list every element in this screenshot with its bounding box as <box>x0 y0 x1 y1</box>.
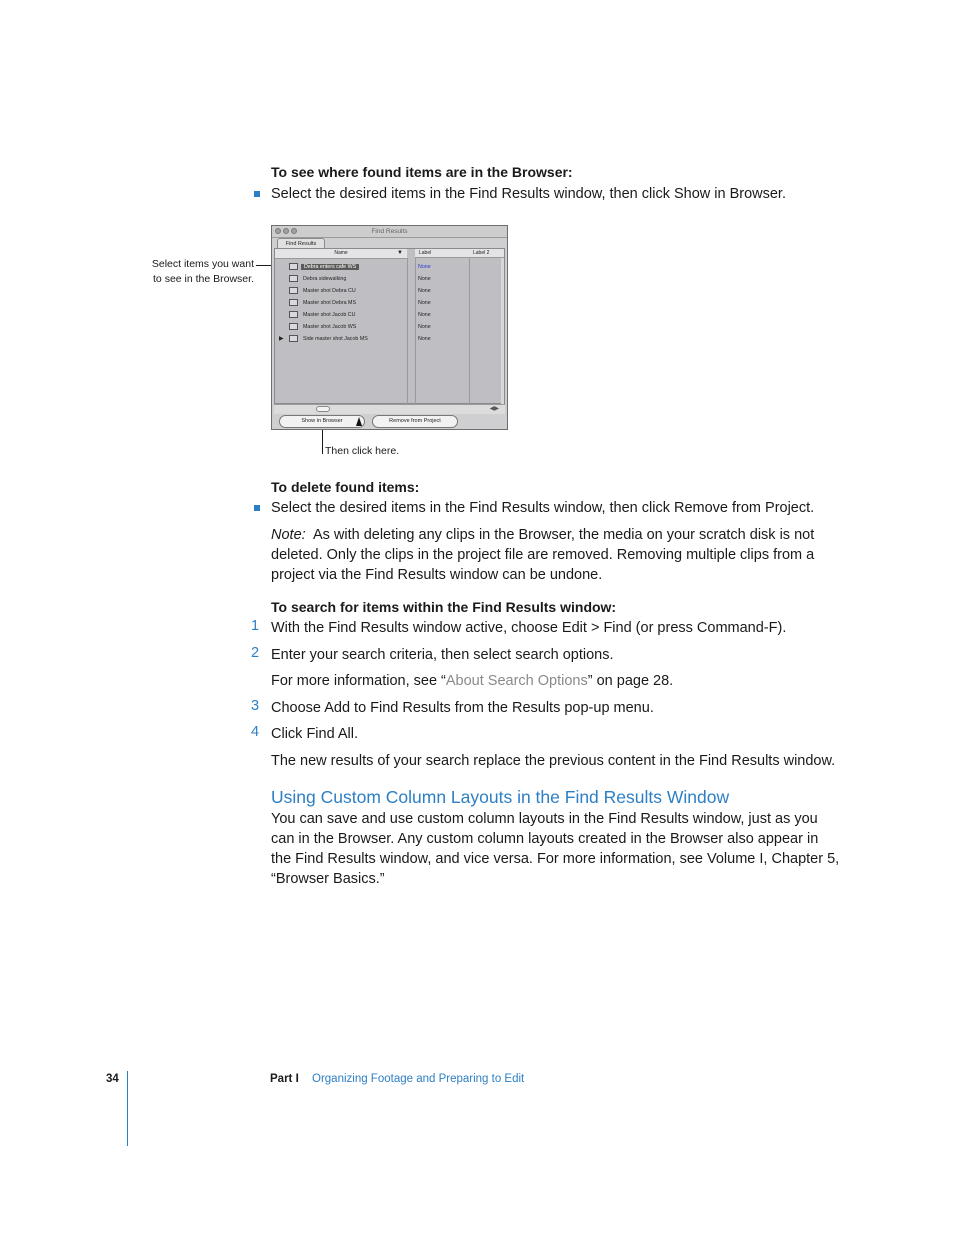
window-titlebar <box>272 226 507 238</box>
custom-columns-paragraph <box>271 809 839 889</box>
scrollbar-thumb[interactable] <box>316 406 330 412</box>
note-line: deleted. Only the clips in the project file are removed. Removing multiple clips from a <box>271 547 815 563</box>
clip-icon <box>289 323 298 330</box>
callout-line: Select items you want <box>151 258 254 270</box>
bullet-text: Select the desired items in the Find Results window, then click Remove from Project. <box>271 500 815 516</box>
bullet-icon <box>254 505 260 511</box>
column-header-label-1[interactable]: Label <box>415 249 469 258</box>
row-label: None <box>418 276 431 282</box>
callout-leader-line <box>322 430 323 454</box>
bullet-text: Select the desired items in the Find Results window, then click Show in Browser. <box>271 186 786 202</box>
remove-from-project-button[interactable]: Remove from Project <box>372 415 458 428</box>
clip-icon <box>289 263 298 270</box>
bullet-icon <box>254 191 260 197</box>
paragraph-line: “Browser Basics.” <box>271 871 385 887</box>
row-name: Side master shot Jacob MS <box>303 336 368 342</box>
row-label: None <box>418 264 431 270</box>
minimize-icon[interactable] <box>283 228 289 234</box>
table-row[interactable] <box>275 333 506 345</box>
step-text: Click Find All. <box>271 726 359 742</box>
column-header-label-2[interactable]: Label 2 <box>469 249 504 258</box>
column-header-name[interactable] <box>275 249 407 259</box>
footer-part: Part I <box>270 1073 299 1085</box>
callout-line: to see in the Browser. <box>153 273 254 285</box>
tab-find-results[interactable]: Find Results <box>277 238 325 249</box>
paragraph-line: the Find Results window, and vice versa. For more information, see Volume I, Chapter 5, <box>271 851 840 867</box>
callout-then-click: Then click here. <box>325 445 400 457</box>
row-label: None <box>418 312 431 318</box>
section-heading-search: To search for items within the Find Results window: <box>271 599 617 615</box>
page-number: 34 <box>106 1073 119 1085</box>
section-title-custom-columns: Using Custom Column Layouts in the Find Results Window <box>271 787 730 807</box>
result-text: The new results of your search replace the previous content in the Find Results window. <box>271 753 836 769</box>
table-row[interactable] <box>275 273 506 285</box>
footer-divider <box>127 1071 128 1146</box>
show-in-browser-button[interactable]: Show in Browser <box>279 415 365 428</box>
sort-arrow-icon: ▼ <box>397 250 403 256</box>
step-number: 4 <box>251 724 260 740</box>
clip-icon <box>289 299 298 306</box>
table-row[interactable] <box>275 285 506 297</box>
note-label: Note: <box>271 527 306 543</box>
row-name: Master shot Jacob CU <box>303 312 356 318</box>
row-name: Debra sidewalking <box>303 276 347 282</box>
paragraph-line: You can save and use custom column layouts in the Find Results window, just as you <box>271 811 818 827</box>
horizontal-scrollbar[interactable] <box>274 404 505 414</box>
zoom-icon[interactable] <box>291 228 297 234</box>
row-name: Master shot Debra MS <box>303 300 356 306</box>
clip-icon <box>289 275 298 282</box>
clip-icon <box>289 335 298 342</box>
find-results-window <box>271 225 508 430</box>
step-number: 2 <box>251 645 260 661</box>
results-pane <box>274 248 505 404</box>
row-name: Master shot Jacob WS <box>303 324 357 330</box>
window-title: Find Results <box>371 228 408 235</box>
note-line: As with deleting any clips in the Browser, the media on your scratch disk is not <box>312 527 815 543</box>
section-heading-show-in-browser: To see where found items are in the Browser: <box>271 164 573 180</box>
step-text: With the Find Results window active, choose Edit > Find (or press Command-F). <box>271 620 787 636</box>
row-name: Debra enters cafe WS <box>301 264 359 270</box>
table-row[interactable] <box>275 261 506 273</box>
section-heading-delete: To delete found items: <box>271 479 420 495</box>
row-label: None <box>418 336 431 342</box>
more-info-prefix: For more information, see “ <box>271 673 446 689</box>
step-number: 1 <box>251 618 260 634</box>
table-row[interactable] <box>275 321 506 333</box>
clip-icon <box>289 287 298 294</box>
note-line: project via the Find Results window can be undone. <box>271 567 603 583</box>
row-label: None <box>418 300 431 306</box>
column-header-label: Name <box>334 250 348 256</box>
more-info-suffix: ” on page 28. <box>587 673 674 689</box>
callout-select-items <box>148 257 254 287</box>
row-label: None <box>418 288 431 294</box>
footer-chapter: Organizing Footage and Preparing to Edit <box>312 1073 525 1085</box>
row-label: None <box>418 324 431 330</box>
row-name: Master shot Debra CU <box>303 288 356 294</box>
note-paragraph <box>271 525 814 585</box>
close-icon[interactable] <box>275 228 281 234</box>
step-number: 3 <box>251 698 260 714</box>
paragraph-line: can in the Browser. Any custom column layouts created in the Browser also appear in <box>271 831 819 847</box>
more-info-text <box>271 671 673 691</box>
scroll-arrows-icon[interactable]: ◀▶ <box>489 406 499 412</box>
table-row[interactable] <box>275 297 506 309</box>
table-row[interactable] <box>275 309 506 321</box>
mouse-pointer-icon <box>356 417 362 426</box>
step-text: Enter your search criteria, then select search options. <box>271 647 614 663</box>
clip-icon <box>289 311 298 318</box>
about-search-options-link[interactable]: About Search Options <box>445 673 588 689</box>
disclosure-triangle-icon[interactable]: ▶ <box>279 336 284 342</box>
step-text: Choose Add to Find Results from the Results pop-up menu. <box>271 700 654 716</box>
